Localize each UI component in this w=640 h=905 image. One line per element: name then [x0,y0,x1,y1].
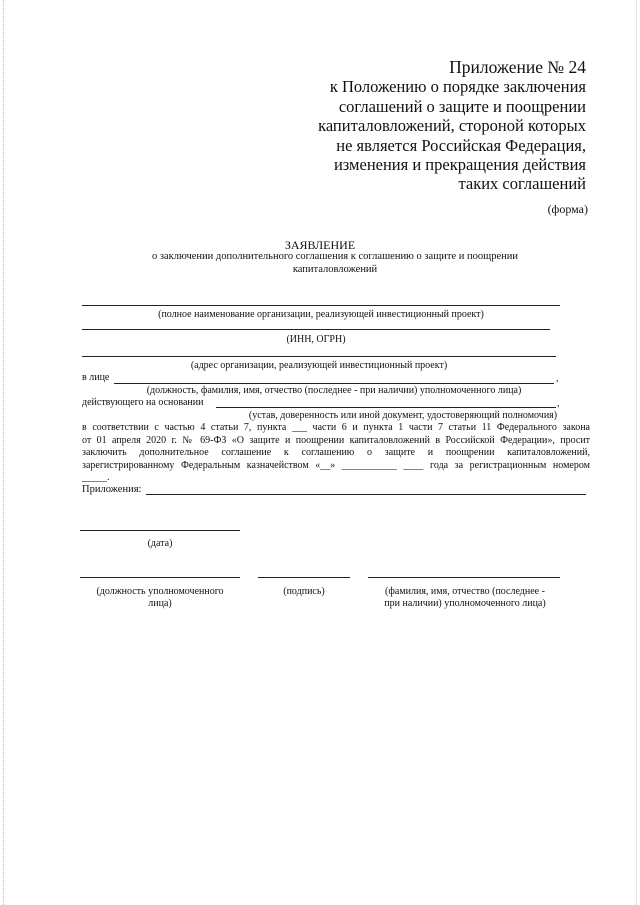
basis-caption: (устав, доверенность или иной документ, удостоверяющий полномочия) [248,410,558,421]
paragraph-line: заключить дополнительное соглашение к соглашению о защите и поощрении капиталовложений, [82,447,590,458]
scan-right-edge [634,0,637,905]
appendix-header [266,58,586,194]
caption-line: при наличии) уполномоченного лица) [384,598,546,609]
org-name-caption: (полное наименование организации, реализующей инвестиционный проект) [158,309,484,320]
scan-left-edge [3,0,6,905]
subtitle-line: капиталовложений [292,264,378,275]
appendix-line: соглашений о защите и поощрении [338,96,586,116]
signature-line[interactable] [258,577,350,578]
address-caption: (адрес организации, реализующей инвестиционный проект) [190,360,448,371]
date-line[interactable] [80,530,240,531]
in-person-label: в лице [82,372,110,383]
form-note: (форма) [547,202,588,216]
comma: , [557,398,560,409]
appendix-line: к Положению о порядке заключения [329,77,586,97]
org-name-line[interactable] [82,305,560,306]
person-line[interactable] [114,383,554,384]
full-name-line[interactable] [368,577,560,578]
appendix-line: изменения и прекращения действия [333,155,586,175]
basis-line[interactable] [216,407,556,408]
caption-line: (должность уполномоченного [96,586,224,597]
request-paragraph [82,422,590,485]
full-name-caption [360,586,570,610]
document-title: ЗАЯВЛЕНИЕ [284,238,356,252]
caption-line: лица) [148,598,172,609]
address-line[interactable] [82,356,556,357]
inn-ogrn-caption: (ИНН, ОГРН) [286,334,346,345]
caption-line: (фамилия, имя, отчество (последнее - [385,586,545,597]
position-line[interactable] [80,577,240,578]
attachments-line[interactable] [146,494,586,495]
person-caption: (должность, фамилия, имя, отчество (последнее - при наличии) уполномоченного лица) [146,385,522,396]
attachments-label: Приложения: [82,484,142,495]
appendix-line: капиталовложений, стороной которых [318,116,586,136]
basis-label: действующего на основании [82,397,204,408]
comma: , [556,373,559,384]
paragraph-line: от 01 апреля 2020 г. № 69-ФЗ «О защите и поощрении капиталовложений в Российской Федерации», просит [82,434,590,446]
signature-caption: (подпись) [283,586,325,597]
subtitle-line: о заключении дополнительного соглашения к соглашению о защите и поощрении [151,251,519,262]
paragraph-line: в соответствии с частью 4 статьи 7, пункта ___ части 6 и пункта 1 части 7 статьи 11 Федерального закона [82,422,590,433]
appendix-number: Приложение № 24 [449,57,586,77]
paragraph-line: зарегистрированному Федеральным казначейством «__» ___________ ____ года за регистрационным номером [82,459,590,471]
inn-ogrn-line[interactable] [82,329,550,330]
date-caption: (дата) [147,538,173,549]
appendix-line: не является Российская Федерация, [336,135,586,155]
document-subtitle [130,250,540,276]
appendix-line: таких соглашений [458,174,586,194]
position-caption [70,586,250,610]
paragraph-line: _____. [82,472,110,483]
